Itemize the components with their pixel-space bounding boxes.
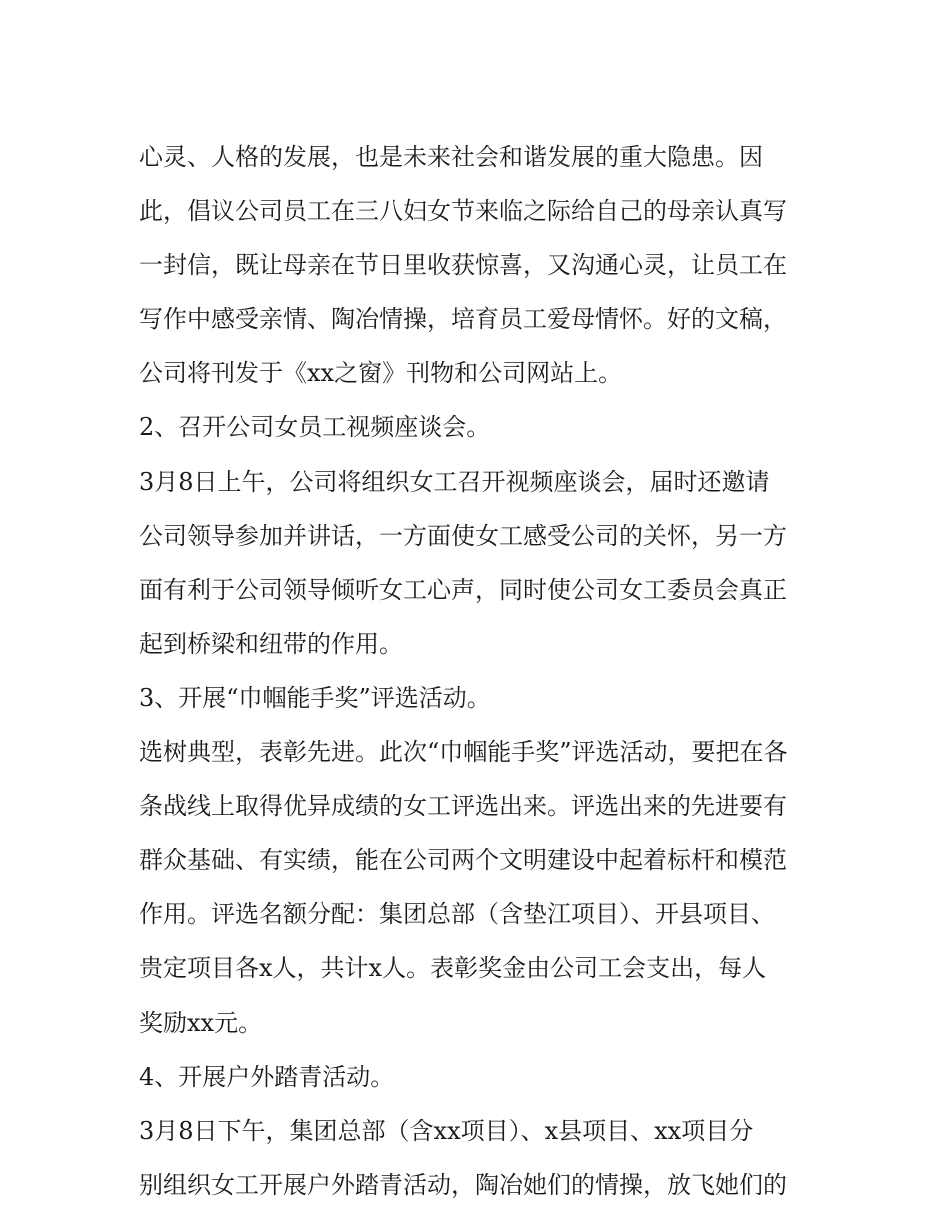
text-line: 作用。评选名额分配：集团总部（含垫江项目）、开县项目、 bbox=[139, 900, 775, 929]
text-line: 一封信，既让母亲在节日里收获惊喜，又沟通心灵，让员工在 bbox=[139, 251, 787, 280]
text-line: 公司将刊发于《xx之窗》刊物和公司网站上。 bbox=[139, 359, 623, 388]
text-line: 3月8日下午，集团总部（含xx项目）、x县项目、xx项目分 bbox=[139, 1116, 754, 1145]
text-line: 此，倡议公司员工在三八妇女节来临之际给自己的母亲认真写 bbox=[139, 197, 787, 226]
text-line: 3月8日上午，公司将组织女工召开视频座谈会，届时还邀请 bbox=[139, 467, 770, 496]
section-heading-4: 4、开展户外踏青活动。 bbox=[139, 1062, 395, 1091]
body-text bbox=[139, 130, 829, 1212]
text-line: 群众基础、有实绩，能在公司两个文明建设中起着标杆和模范 bbox=[139, 846, 787, 875]
text-line: 选树典型，表彰先进。此次“巾帼能手奖”评选活动，要把在各 bbox=[139, 738, 788, 767]
section-heading-3: 3、开展“巾帼能手奖”评选活动。 bbox=[139, 683, 491, 712]
text-line: 公司领导参加并讲话，一方面使女工感受公司的关怀，另一方 bbox=[139, 521, 787, 550]
text-line: 面有利于公司领导倾听女工心声，同时使公司女工委员会真正 bbox=[139, 575, 787, 604]
text-line: 起到桥梁和纽带的作用。 bbox=[139, 629, 403, 658]
text-line: 心灵、人格的发展，也是未来社会和谐发展的重大隐患。因 bbox=[139, 143, 763, 171]
text-line: 写作中感受亲情、陶冶情操，培育员工爱母情怀。好的文稿， bbox=[139, 305, 787, 334]
text-line: 别组织女工开展户外踏青活动，陶冶她们的情操，放飞她们的 bbox=[139, 1170, 787, 1199]
text-line: 贵定项目各x人，共计x人。表彰奖金由公司工会支出，每人 bbox=[139, 954, 767, 983]
text-line: 条战线上取得优异成绩的女工评选出来。评选出来的先进要有 bbox=[139, 792, 787, 821]
section-heading-2: 2、召开公司女员工视频座谈会。 bbox=[139, 413, 491, 442]
text-line: 奖励xx元。 bbox=[139, 1008, 263, 1037]
